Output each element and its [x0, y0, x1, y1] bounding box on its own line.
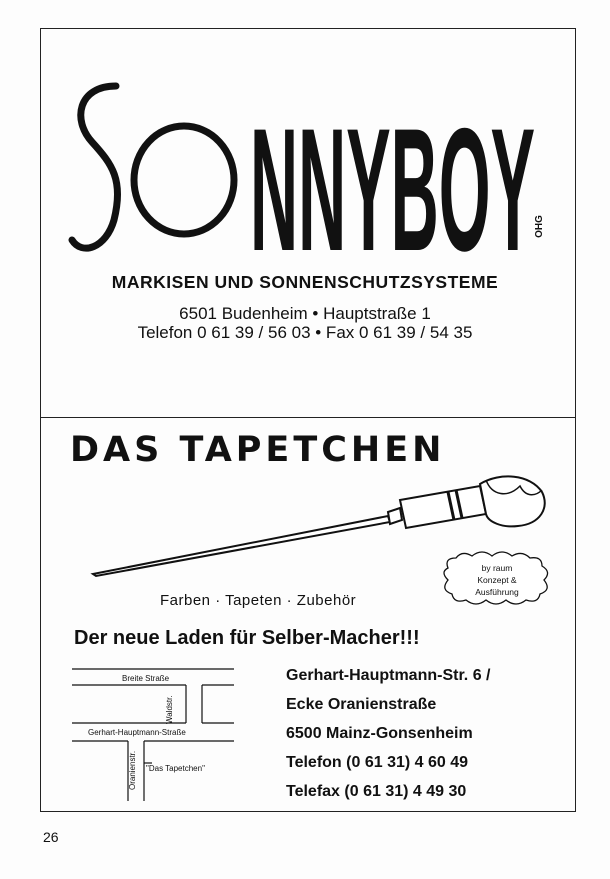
address-line-phone: Telefon (0 61 31) 4 60 49	[286, 754, 469, 771]
badge-line-1: by raum	[481, 563, 513, 573]
ad-divider	[40, 417, 576, 418]
map-label-oranienstr: Oranienstr.	[128, 750, 137, 790]
map-label-waldstr: Waldstr.	[165, 695, 174, 724]
tapetchen-tagline: Farben · Tapeten · Zubehör	[160, 592, 357, 609]
logo-letters: NNYBOY	[250, 93, 535, 260]
logo-suffix: OHG	[533, 215, 545, 238]
badge-line-3: Ausführung	[475, 587, 519, 597]
address-line-3: 6500 Mainz-Gonsenheim	[286, 725, 473, 742]
sonnyboy-address: 6501 Budenheim • Hauptstraße 1	[179, 304, 431, 323]
sonnyboy-contact: Telefon 0 61 39 / 56 03 • Fax 0 61 39 / 54 35	[137, 323, 473, 342]
address-line-fax: Telefax (0 61 31) 4 49 30	[286, 783, 467, 800]
tapetchen-title: DAS TAPETCHEN	[70, 430, 446, 470]
logo-s-shape	[72, 86, 118, 248]
address-line-1: Gerhart-Hauptmann-Str. 6 /	[286, 667, 491, 684]
address-line-2: Ecke Oranienstraße	[286, 696, 437, 713]
tapetchen-headline: Der neue Laden für Selber-Macher!!!	[74, 627, 420, 649]
map-label-breite: Breite Straße	[122, 674, 170, 683]
sonnyboy-logo	[64, 80, 554, 260]
badge-line-2: Konzept &	[477, 575, 517, 585]
page-number: 26	[43, 829, 59, 845]
sonnyboy-subtitle: MARKISEN UND SONNENSCHUTZSYSTEME	[111, 272, 499, 292]
map-label-gerhart: Gerhart-Hauptmann-Straße	[88, 728, 186, 737]
logo-o-shape	[134, 126, 234, 234]
map-label-shop: "Das Tapetchen"	[146, 764, 205, 773]
